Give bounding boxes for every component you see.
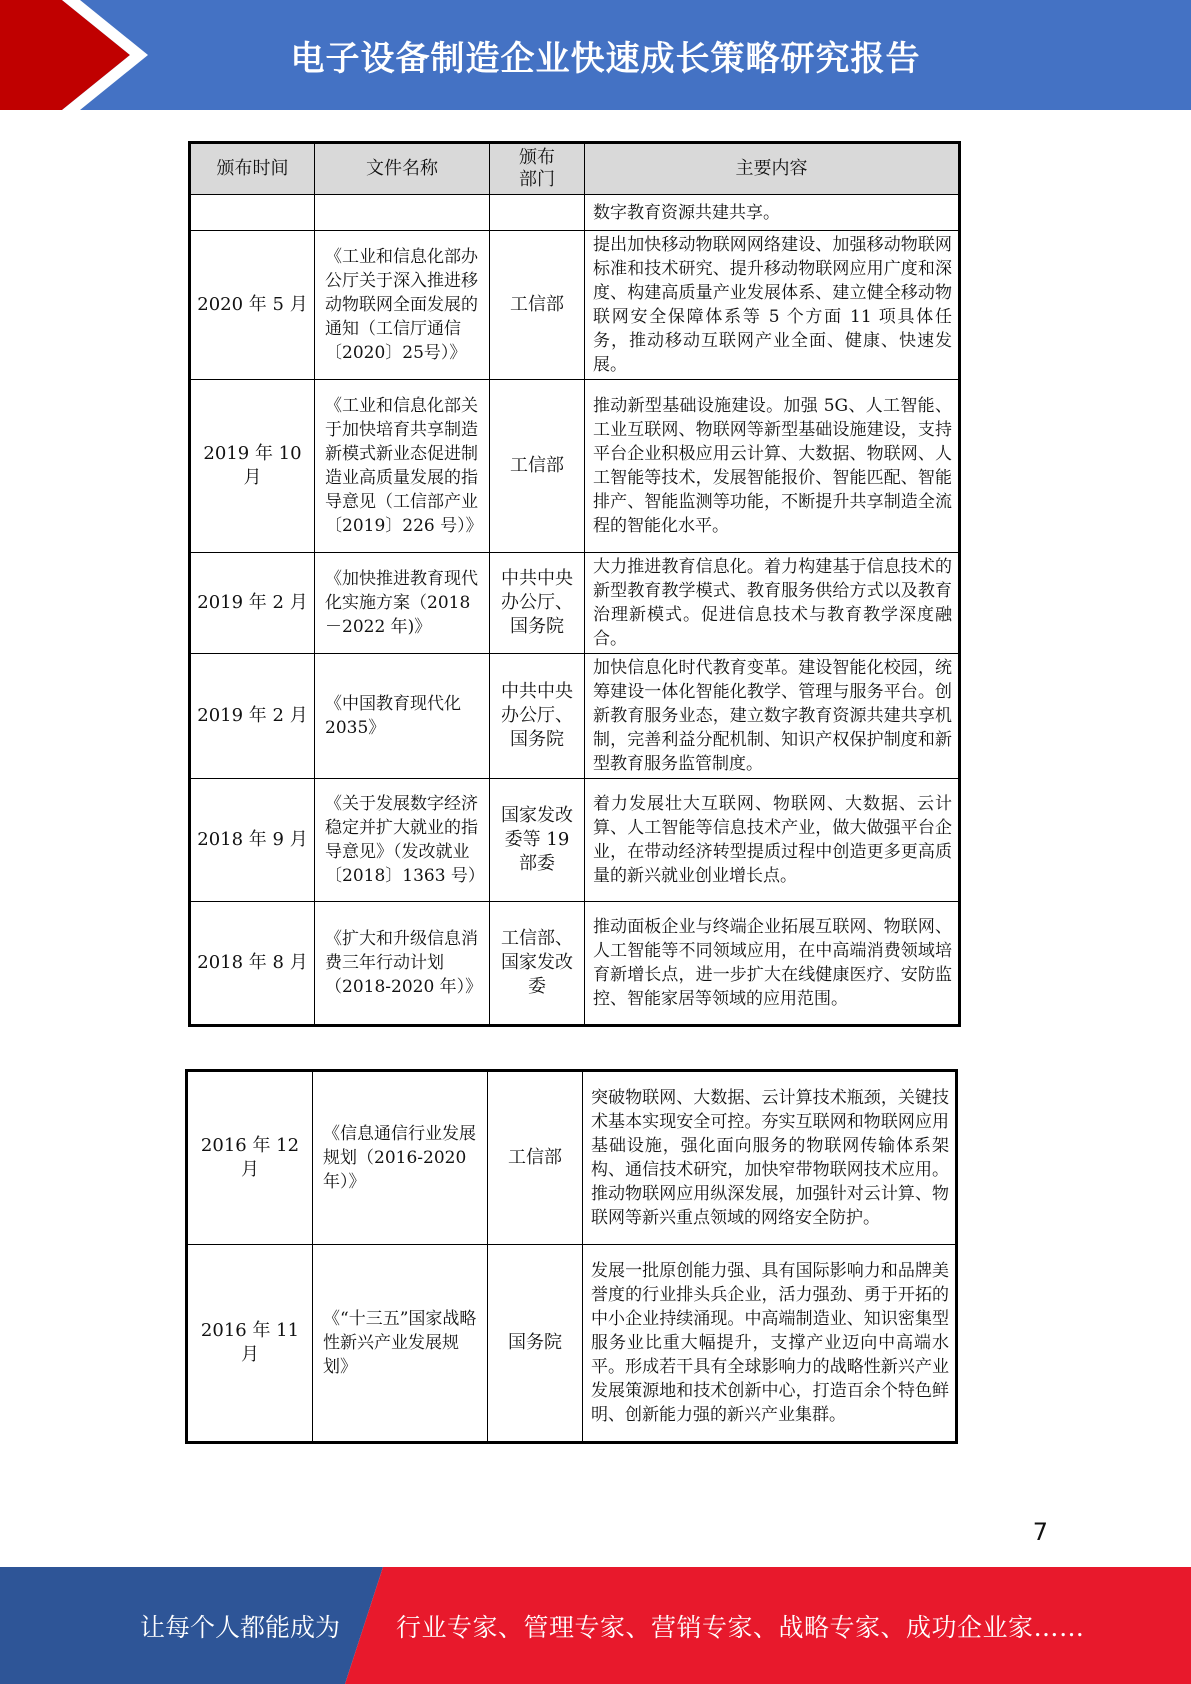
cell-name: 《中国教育现代化 2035》 <box>315 654 490 779</box>
cell-content: 推动面板企业与终端企业拓展互联网、物联网、人工智能等不同领域应用，在中高端消费领域培育新增长点，进一步扩大在线健康医疗、安防监控、智能家居等领域的应用范围。 <box>585 902 960 1026</box>
policy-table <box>188 141 961 1027</box>
cell-name: 《工业和信息化部办公厅关于深入推进移动物联网全面发展的通知（工信厅通信〔2020〕25号）》 <box>315 231 490 380</box>
table-row <box>187 1245 957 1443</box>
cell-name: 《“十三五”国家战略性新兴产业发展规划》 <box>313 1245 488 1443</box>
table-row <box>190 380 960 553</box>
cell-date: 2019 年 10 月 <box>190 380 315 553</box>
cell-dept: 中共中央办公厅、国务院 <box>490 654 585 779</box>
footer-band <box>0 1567 1191 1684</box>
column-header-name: 文件名称 <box>315 143 490 195</box>
cell-dept: 工信部 <box>488 1071 583 1245</box>
table-row <box>190 231 960 380</box>
page-number: 7 <box>1032 1518 1048 1546</box>
cell-content: 加快信息化时代教育变革。建设智能化校园，统筹建设一体化智能化教学、管理与服务平台。创新教育服务业态，建立数字教育资源共建共享机制，完善利益分配机制、知识产权保护制度和新型教育服务监管制度。 <box>585 654 960 779</box>
cell-date <box>190 195 315 231</box>
footer-slogan-left: 让每个人都能成为 <box>140 1612 341 1642</box>
table-row <box>190 654 960 779</box>
cell-dept <box>490 195 585 231</box>
table-row <box>190 902 960 1026</box>
cell-date: 2018 年 9 月 <box>190 779 315 902</box>
cell-content: 发展一批原创能力强、具有国际影响力和品牌美誉度的行业排头兵企业，活力强劲、勇于开拓的中小企业持续涌现。中高端制造业、知识密集型服务业比重大幅提升，支撑产业迈向中高端水平。形成若干具有全球影响力的战略性新兴产业发展策源地和技术创新中心，打造百余个特色鲜明、创新能力强的新兴产业集群。 <box>583 1245 957 1443</box>
cell-dept: 中共中央办公厅、国务院 <box>490 553 585 654</box>
column-header-dept: 颁布 部门 <box>490 143 585 195</box>
cell-name: 《工业和信息化部关于加快培育共享制造新模式新业态促进制造业高质量发展的指导意见（工信部产业〔2019〕226 号）》 <box>315 380 490 553</box>
table-row <box>190 195 960 231</box>
table-row <box>190 779 960 902</box>
column-header-date: 颁布时间 <box>190 143 315 195</box>
cell-content: 大力推进教育信息化。着力构建基于信息技术的新型教育教学模式、教育服务供给方式以及教育治理新模式。促进信息技术与教育教学深度融合。 <box>585 553 960 654</box>
cell-date: 2019 年 2 月 <box>190 654 315 779</box>
cell-dept: 工信部 <box>490 231 585 380</box>
cell-content: 突破物联网、大数据、云计算技术瓶颈，关键技术基本实现安全可控。夯实互联网和物联网应用基础设施，强化面向服务的物联网传输体系架构、通信技术研究，加快窄带物联网技术应用。推动物联网应用纵深发展，加强针对云计算、物联网等新兴重点领域的网络安全防护。 <box>583 1071 957 1245</box>
cell-date: 2016 年 12 月 <box>187 1071 313 1245</box>
report-title: 电子设备制造企业快速成长策略研究报告 <box>290 38 921 79</box>
cell-dept: 工信部、国家发改委 <box>490 902 585 1026</box>
table-row <box>190 553 960 654</box>
cell-name: 《扩大和升级信息消费三年行动计划（2018-2020 年）》 <box>315 902 490 1026</box>
column-header-content: 主要内容 <box>585 143 960 195</box>
cell-date: 2019 年 2 月 <box>190 553 315 654</box>
cell-content: 推动新型基础设施建设。加强 5G、人工智能、工业互联网、物联网等新型基础设施建设，支持平台企业积极应用云计算、大数据、物联网、人工智能等技术，发展智能报价、智能匹配、智能排产、智能监测等功能，不断提升共享制造全流程的智能化水平。 <box>585 380 960 553</box>
cell-date: 2016 年 11 月 <box>187 1245 313 1443</box>
cell-dept: 国务院 <box>488 1245 583 1443</box>
cell-content: 数字教育资源共建共享。 <box>585 195 960 231</box>
cell-dept: 工信部 <box>490 380 585 553</box>
table-header-row <box>190 143 960 195</box>
header-band <box>0 0 1191 110</box>
cell-date: 2020 年 5 月 <box>190 231 315 380</box>
footer-slogan-right: 行业专家、管理专家、营销专家、战略专家、成功企业家…… <box>396 1612 1085 1642</box>
policy-table-continued <box>185 1069 958 1444</box>
cell-name: 《信息通信行业发展规划（2016-2020 年）》 <box>313 1071 488 1245</box>
cell-content: 着力发展壮大互联网、物联网、大数据、云计算、人工智能等信息技术产业，做大做强平台企业，在带动经济转型提质过程中创造更多更高质量的新兴就业创业增长点。 <box>585 779 960 902</box>
cell-content: 提出加快移动物联网网络建设、加强移动物联网标准和技术研究、提升移动物联网应用广度和深度、构建高质量产业发展体系、建立健全移动物联网安全保障体系等 5 个方面 11 项具体任务，推动移动互联网产业全面、健康、快速发展。 <box>585 231 960 380</box>
cell-date: 2018 年 8 月 <box>190 902 315 1026</box>
table-row <box>187 1071 957 1245</box>
cell-name <box>315 195 490 231</box>
cell-name: 《加快推进教育现代化实施方案（2018－2022 年)》 <box>315 553 490 654</box>
cell-name: 《关于发展数字经济稳定并扩大就业的指导意见》（发改就业〔2018〕1363 号） <box>315 779 490 902</box>
cell-dept: 国家发改委等 19 部委 <box>490 779 585 902</box>
